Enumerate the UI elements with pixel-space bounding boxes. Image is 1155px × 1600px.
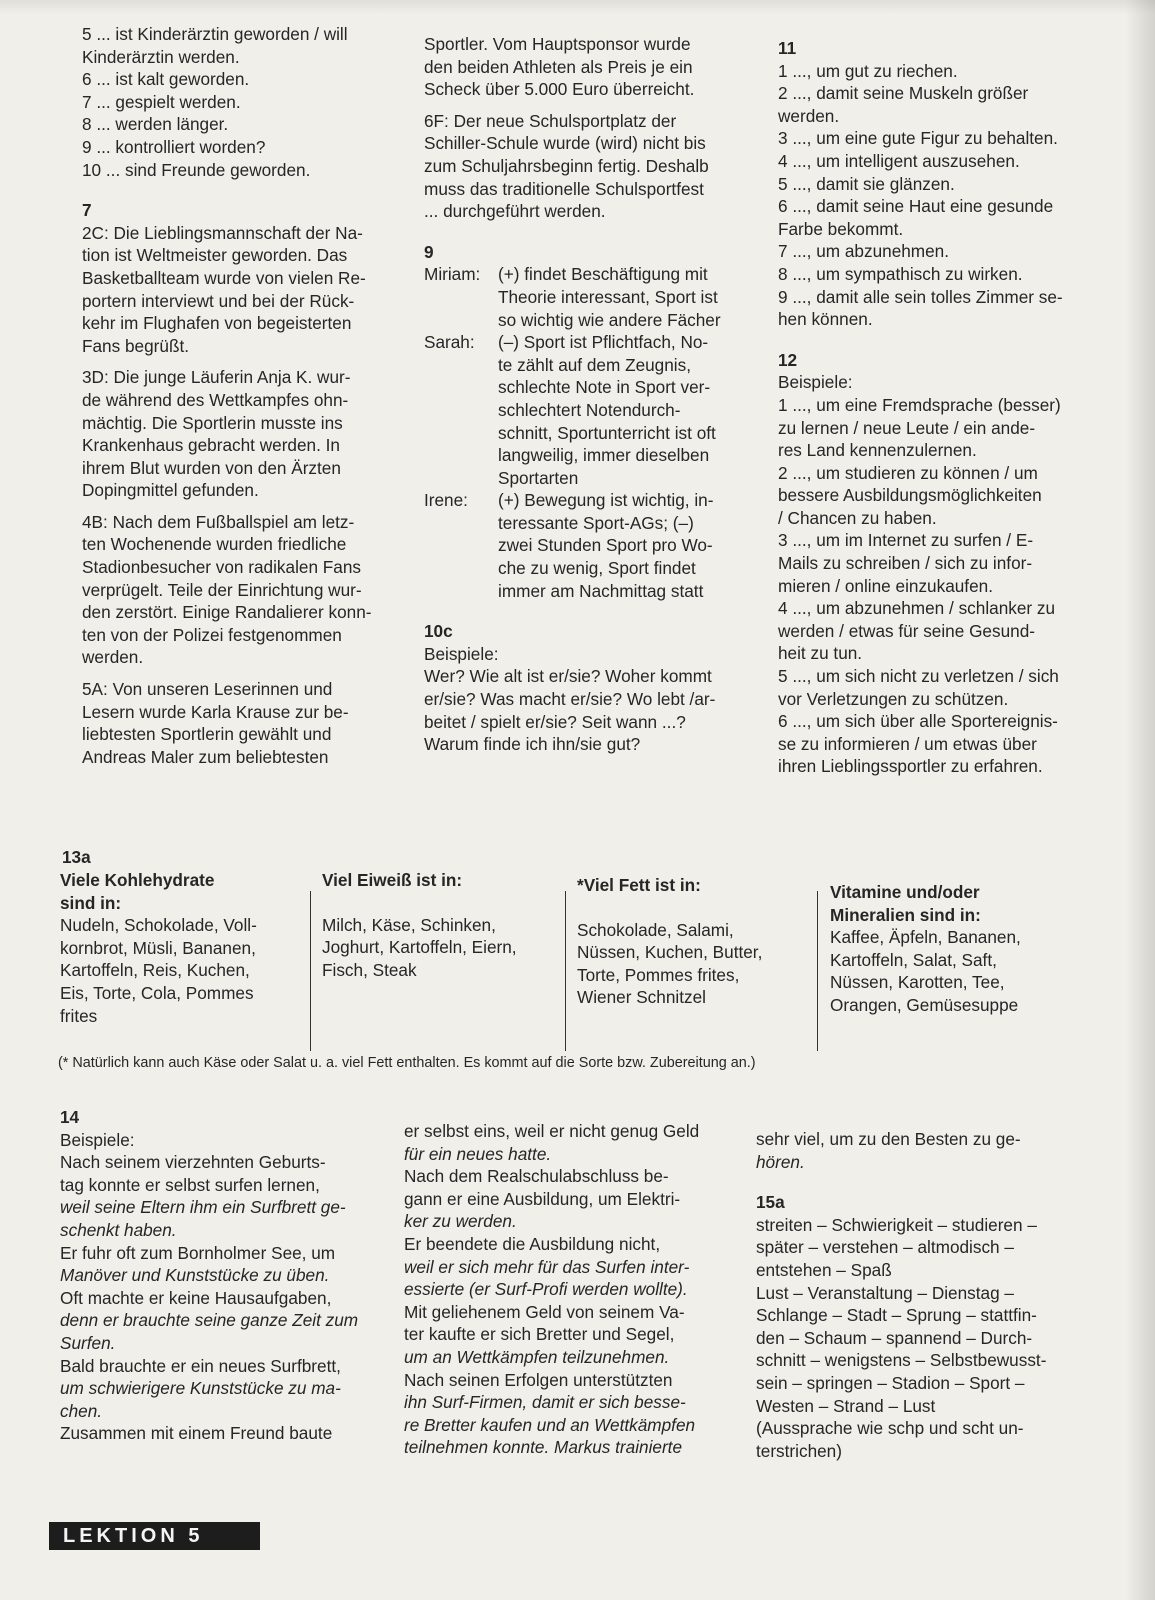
exercise-10c-paragraph: Wer? Wie alt ist er/sie? Woher kommt er/sie? Was macht er/sie? Wo lebt /ar- beitet / spielt er/sie? Seit wann ...? Warum finde ich ihn/sie gut? — [424, 666, 716, 755]
list-item: 7 ..., um abzunehmen. — [778, 241, 950, 262]
exercise-15a-wordlist: streiten – Schwierigkeit – studieren – später – verstehen – altmodisch – entstehen – Spaß Lust – Veranstaltung – Dienstag – Schlange – Stadt – Sprung – stattfin- den – Schaum – spannend – Durch- schnitt – wenigstens – Selbstbewusst- sein – springen – Stadion – Sport – Westen – Strand – Lust (Aussprache wie schp und scht un- terstrichen) — [756, 1214, 1047, 1461]
nutrition-table — [60, 869, 1060, 1053]
list-item: 1 ..., um eine Fremdsprache (besser) zu lernen / neue Leute / ein ande- res Land kennenzulernen. — [778, 394, 1061, 461]
dialog-entry — [424, 263, 760, 331]
exercise-7-paragraph-continued: Sportler. Vom Hauptsponsor wurde den beiden Athleten als Preis je ein Scheck über 5.000 Euro überreicht. — [424, 34, 695, 100]
exercise-15a-heading: 15a — [756, 1192, 785, 1213]
list-item: 4 ..., um abzunehmen / schlanker zu werden / etwas für seine Gesund- heit zu tun. — [778, 598, 1056, 664]
protein-column — [322, 869, 562, 981]
exercise-13a-heading: 13a — [62, 847, 91, 867]
dialog-entry — [424, 331, 760, 489]
list-item: 9 ... kontrolliert worden? — [82, 136, 266, 157]
exercise-14-column-2 — [404, 1120, 734, 1459]
speaker-text: (+) findet Beschäftigung mit Theorie interessant, Sport ist so wichtig wie andere Fächer — [498, 264, 721, 330]
beispiele-label: Beispiele: — [778, 372, 853, 393]
speaker-name: Irene: — [424, 490, 468, 511]
column-divider — [310, 891, 311, 1051]
exercise-11-heading: 11 — [778, 38, 797, 58]
exercise-7-paragraph: 4B: Nach dem Fußballspiel am letz- ten Wochenende wurden friedliche Stadionbesucher von radikalen Fans verprügelt. Teile der Einrichtung wur- den zerstört. Einige Randalierer konn- ten von der Polizei festgenommen werden. — [82, 511, 372, 668]
column-title: Viele Kohlehydrate sind in: — [60, 870, 215, 913]
exercise-14-sentence: Nach seinen Erfolgen unterstützten ihn Surf-Firmen, damit er sich besse- re Bretter kaufen und an Wettkämpfen teilnehmen konnte. Markus trainierte — [404, 1369, 696, 1458]
speaker-name: Miriam: — [424, 264, 481, 285]
speaker-text: (+) Bewegung ist wichtig, in- teressante Sport-AGs; (–) zwei Stunden Sport pro Wo- che zu wenig, Sport findet immer am Nachmittag statt — [498, 490, 714, 601]
list-item: 10 ... sind Freunde geworden. — [82, 159, 311, 180]
exercise-14-heading: 14 — [60, 1107, 80, 1127]
exercise-14-sentence: Er beendete die Ausbildung nicht, weil er sich mehr für das Surfen inter- essierte (er Surf-Profi werden wollte). — [404, 1233, 690, 1300]
column-items: Kaffee, Äpfeln, Bananen, Kartoffeln, Salat, Saft, Nüssen, Karotten, Tee, Orangen, Gemüsesuppe — [830, 927, 1021, 1015]
column-title: Viel Eiweiß ist in: — [322, 870, 463, 890]
exercise-12-answers — [778, 394, 1108, 778]
list-item: 6 ..., damit seine Haut eine gesunde Farbe bekommt. — [778, 196, 1054, 239]
list-item: 4 ..., um intelligent auszusehen. — [778, 150, 1020, 171]
list-item: 2 ..., damit seine Muskeln größer werden. — [778, 83, 1029, 126]
lesson-label: LEKTION 5 — [49, 1522, 260, 1550]
list-item: 1 ..., um gut zu riechen. — [778, 60, 958, 81]
exercise-14-column-3 — [756, 1128, 1086, 1462]
column-items: Schokolade, Salami, Nüssen, Kuchen, Butter, Torte, Pommes frites, Wiener Schnitzel — [577, 919, 763, 1008]
list-item: 8 ... werden länger. — [82, 114, 229, 135]
exercise-7-paragraph: 6F: Der neue Schulsportplatz der Schiller-Schule wurde (wird) nicht bis zum Schuljahrsbeginn fertig. Deshalb muss das traditionelle Schulsportfest ... durchgeführt werden. — [424, 110, 709, 222]
exercise-6-answers — [82, 23, 412, 181]
exercise-14-sentence: Er fuhr oft zum Bornholmer See, um Manöver und Kunststücke zu üben. — [60, 1242, 336, 1286]
exercise-12-heading: 12 — [778, 349, 798, 370]
column-divider — [817, 891, 818, 1051]
list-item: 5 ..., um sich nicht zu verletzen / sich vor Verletzungen zu schützen. — [778, 666, 1059, 709]
fat-column — [577, 874, 817, 1009]
column-items: Milch, Käse, Schinken, Joghurt, Kartoffeln, Eiern, Fisch, Steak — [322, 914, 517, 980]
dialog-entry — [424, 489, 760, 602]
list-item: 3 ..., um im Internet zu surfen / E- Mails zu schreiben / sich zu infor- mieren / online einzukaufen. — [778, 530, 1034, 596]
column-divider — [565, 891, 566, 1051]
column-items: Nudeln, Schokolade, Voll- kornbrot, Müsli, Bananen, Kartoffeln, Reis, Kuchen, Eis, Torte, Cola, Pommes frites — [60, 915, 257, 1026]
list-item: 6 ... ist kalt geworden. — [82, 69, 250, 90]
exercise-14-sentence: sehr viel, um zu den Besten zu ge- hören. — [756, 1129, 1021, 1172]
exercise-9-heading: 9 — [424, 241, 434, 262]
nutrition-footnote: (* Natürlich kann auch Käse oder Salat u. a. viel Fett enthalten. Es kommt auf die Sorte bzw. Zubereitung an.) — [58, 1055, 756, 1071]
list-item: 8 ..., um sympathisch zu wirken. — [778, 263, 1023, 284]
column-1-top — [82, 23, 412, 768]
exercise-11-answers — [778, 60, 1108, 331]
exercise-14-sentence: Oft machte er keine Hausaufgaben, denn er brauchte seine ganze Zeit zum Surfen. — [60, 1287, 359, 1353]
beispiele-label: Beispiele: — [60, 1129, 135, 1150]
exercise-10c-heading: 10c — [424, 621, 453, 642]
exercise-7-paragraph: 5A: Von unseren Leserinnen und Lesern wurde Karla Krause zur be- liebtesten Sportlerin gewählt und Andreas Maler zum beliebtesten — [82, 679, 349, 767]
list-item: 5 ..., damit sie glänzen. — [778, 173, 955, 194]
beispiele-label: Beispiele: — [424, 643, 499, 664]
list-item: 9 ..., damit alle sein tolles Zimmer se- hen können. — [778, 286, 1063, 330]
column-title: *Viel Fett ist in: — [577, 875, 701, 895]
speaker-text: (–) Sport ist Pflichtfach, No- te zählt auf dem Zeugnis, schlechte Note in Sport ver- schlechtert Notendurch- schnitt, Sportunterricht ist oft langweilig, immer dieselben Sportarten — [498, 332, 716, 488]
speaker-name: Sarah: — [424, 332, 475, 353]
list-item: 5 ... ist Kinderärztin geworden / will Kinderärztin werden. — [82, 24, 348, 67]
exercise-14-sentence: Nach dem Realschulabschluss be- gann er eine Ausbildung, um Elektri- ker zu werden. — [404, 1166, 681, 1232]
list-item: 2 ..., um studieren zu können / um bessere Ausbildungsmöglichkeiten / Chancen zu haben. — [778, 462, 1042, 528]
carbohydrates-column — [60, 869, 300, 1027]
exercise-14-column-1 — [60, 1106, 380, 1445]
list-item: 7 ... gespielt werden. — [82, 91, 241, 112]
page-top-shadow — [0, 0, 1155, 14]
exercise-7-heading: 7 — [82, 200, 92, 221]
column-title: Vitamine und/oder Mineralien sind in: — [830, 882, 981, 925]
exercise-14-sentence: er selbst eins, weil er nicht genug Geld für ein neues hatte. — [404, 1121, 700, 1164]
exercise-14-sentence: Zusammen mit einem Freund baute — [60, 1423, 333, 1444]
list-item: 6 ..., um sich über alle Sportereignis- se zu informieren / um etwas über ihren Lieblingssportler zu erfahren. — [778, 711, 1058, 777]
exercise-14-sentence: Mit geliehenem Geld von seinem Va- ter kaufte er sich Bretter und Segel, um an Wettkämpfen teilzunehmen. — [404, 1301, 685, 1367]
vitamins-column — [830, 881, 1060, 1017]
column-3-top — [778, 37, 1108, 778]
list-item: 3 ..., um eine gute Figur zu behalten. — [778, 128, 1058, 149]
exercise-7-paragraph: 3D: Die junge Läuferin Anja K. wur- de während des Wettkampfes ohn- mächtig. Die Sportlerin musste ins Krankenhaus gebracht werden. In ihrem Blut wurden von den Ärzten Dopingmittel gefunden. — [82, 367, 351, 501]
page-edge-shadow — [1125, 0, 1155, 1600]
column-2-top — [424, 33, 760, 756]
exercise-7-paragraph: 2C: Die Lieblingsmannschaft der Na- tion ist Weltmeister geworden. Das Basketballteam wurde von vielen Re- portern interviewt und bei der Rück- kehr im Flughafen von begeisterten Fans begrüßt. — [82, 222, 366, 356]
exercise-9-dialog — [424, 263, 760, 602]
exercise-14-sentence: Bald brauchte er ein neues Surfbrett, um schwierigere Kunststücke zu ma- chen. — [60, 1355, 341, 1421]
exercise-14-sentence: Nach seinem vierzehnten Geburts- tag konnte er selbst surfen lernen, weil seine Eltern ihm ein Surfbrett ge- schenkt haben. — [60, 1152, 346, 1240]
